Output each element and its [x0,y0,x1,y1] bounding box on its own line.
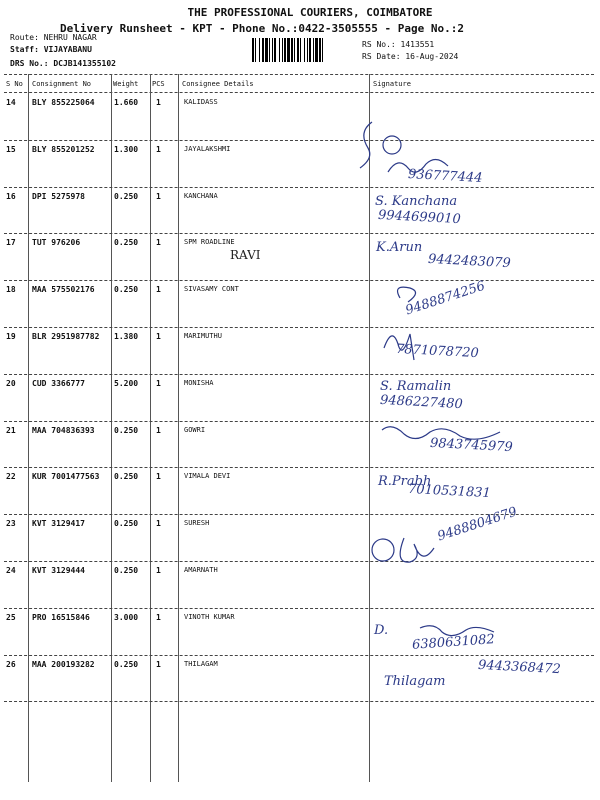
barcode-bar [272,38,273,62]
header-signature: Signature [373,80,411,88]
table-row [4,141,594,186]
row-pcs: 1 [156,566,161,575]
row-weight: 0.250 [114,191,139,201]
row-consignee: SPM ROADLINE [184,238,235,247]
row-consignee: SURESH [184,519,210,528]
row-weight: 3.000 [114,612,139,622]
row-pcs: 1 [156,425,161,435]
table-row [4,328,594,373]
row-consignee: GOWRI [184,425,206,434]
table-top-rule [4,74,594,75]
signature-phone: 9443368472 [477,657,562,677]
row-sno: 15 [6,144,16,154]
barcode-bar [291,38,293,62]
row-consignment-no: MAA 200193282 [32,659,95,669]
signature-name: R.Prabh [378,474,432,490]
row-sno: 19 [6,332,16,341]
signature-name: K.Arun [376,240,423,256]
barcode-bar [282,38,283,62]
signature-phone: 9944699010 [377,207,462,227]
row-consignee: MONISHA [184,378,214,387]
header-pcs: PCS [152,80,165,88]
barcode-bar [297,38,299,62]
row-pcs: 1 [156,144,161,154]
signature-phone: 6380631082 [411,631,496,653]
row-sno: 20 [6,378,16,388]
barcode-bar [287,38,290,62]
barcode-bar [304,38,305,62]
signature-phone: 9488804679 [435,504,520,545]
row-pcs: 1 [156,191,161,201]
row-pcs: 1 [156,378,161,388]
header-consignee: Consignee Details [182,80,254,88]
table-row [4,188,594,233]
runsheet-table [4,74,596,782]
signature-phone: 936777444 [407,166,483,186]
row-weight: 0.250 [114,238,139,248]
table-row [4,375,594,420]
row-weight: 0.250 [114,659,139,669]
row-weight: 0.250 [114,519,139,529]
barcode-bar [313,38,314,62]
row-consignment-no: KVT 3129444 [32,566,85,575]
row-consignment-no: DPI 5275978 [32,191,85,201]
signature-phone: 7010531831 [407,482,492,502]
signature-name: S. Ramalin [380,378,452,394]
row-consignment-no: MAA 575502176 [32,285,95,295]
barcode-bar [262,38,264,62]
row-pcs: 1 [156,612,161,622]
row-sno: 17 [6,238,16,248]
header-consignment: Consignment No [32,80,92,88]
row-pcs: 1 [156,519,161,529]
row-consignment-no: BLY 855201252 [32,144,95,154]
route-label: Route: NEHRU NAGAR [10,33,97,42]
barcode-bar [279,38,280,62]
signature-name: D. [374,622,389,638]
row-consignee: JAYALAKSHMI [184,144,231,153]
barcode-bar [309,38,311,62]
row-consignee: SIVASAMY CONT [184,285,239,294]
row-pcs: 1 [156,659,161,669]
header-sno: S No [6,80,23,88]
barcode-bar [294,38,295,62]
row-consignment-no: KUR 7001477563 [32,472,100,482]
barcode-bar [315,38,318,62]
rs-date: RS Date: 16-Aug-2024 [362,52,459,61]
signature-phone: 7871078720 [395,341,480,362]
row-weight: 0.250 [114,285,139,295]
table-row [4,278,594,326]
row-sno: 16 [6,191,16,201]
row-sno: 22 [6,472,16,482]
row-weight: 5.200 [114,378,139,388]
barcode-bar [259,38,260,62]
row-weight: 0.250 [114,425,139,435]
row-pcs: 1 [156,285,161,295]
row-consignee: VINOTH KUMAR [184,612,235,621]
header-bottom-rule [4,92,594,93]
barcode-bar [307,38,308,62]
row-consignment-no: BLY 855225064 [32,98,95,107]
row-sno: 14 [6,98,16,107]
row-sno: 23 [6,519,16,529]
barcode-bar [265,38,268,62]
row-sno: 21 [6,425,16,435]
barcode-image [252,38,358,62]
row-weight: 0.250 [114,566,139,575]
row-consignee: THILAGAM [184,659,218,668]
row-consignee: KALIDASS [184,98,218,106]
signature-name: S. Kanchana [375,193,458,209]
row-consignment-no: BLR 2951987782 [32,332,100,341]
row-pcs: 1 [156,238,161,248]
signature-phone: 9488874256 [403,278,488,319]
barcode-bar [252,38,254,62]
barcode-bar [255,38,256,62]
row-sno: 18 [6,285,16,295]
table-row [4,562,594,607]
signature-phone: 9486227480 [379,392,464,412]
rs-number: RS No.: 1413551 [362,40,435,49]
row-weight: 1.380 [114,332,139,341]
row-weight: 1.300 [114,144,139,154]
barcode-bar [319,38,321,62]
row-pcs: 1 [156,98,161,107]
company-title: THE PROFESSIONAL COURIERS, COIMBATORE [187,6,433,19]
row-consignment-no: CUD 3366777 [32,378,85,388]
row-pcs: 1 [156,332,161,341]
row-consignee: MARIMUTHU [184,332,222,340]
row-consignment-no: KVT 3129417 [32,519,85,529]
row-consignee: VIMALA DEVI [184,472,231,481]
row-sno: 26 [6,659,16,669]
row-pcs: 1 [156,472,161,482]
row-sno: 25 [6,612,16,622]
row-consignee: AMARNATH [184,566,218,574]
table-row [4,609,594,654]
signature-name: Thilagam [384,673,446,689]
handwritten-note: RAVI [230,248,261,263]
row-weight: 0.250 [114,472,139,482]
runsheet-subtitle: Delivery Runsheet - KPT - Phone No.:0422-3505555 - Page No.:2 [60,22,464,35]
row-consignee: KANCHANA [184,191,218,200]
staff-label: Staff: VIJAYABANU [10,45,92,54]
row-consignment-no: MAA 704836393 [32,425,95,435]
drs-number: DRS No.: DCJB141355102 [10,59,116,68]
row-sno: 24 [6,566,16,575]
header-weight: Weight [113,80,139,88]
row-weight: 1.660 [114,98,139,107]
table-row [4,94,594,139]
barcode-bar [284,38,286,62]
barcode-bar [274,38,276,62]
barcode-bar [269,38,270,62]
row-consignment-no: PRO 16515846 [32,612,90,622]
barcode-bar [322,38,323,62]
row-consignment-no: TUT 976206 [32,238,81,248]
signature-phone: 9843745979 [429,435,514,455]
row-divider [4,701,594,702]
barcode-bar [300,38,301,62]
signature-phone: 9442483079 [427,252,512,272]
